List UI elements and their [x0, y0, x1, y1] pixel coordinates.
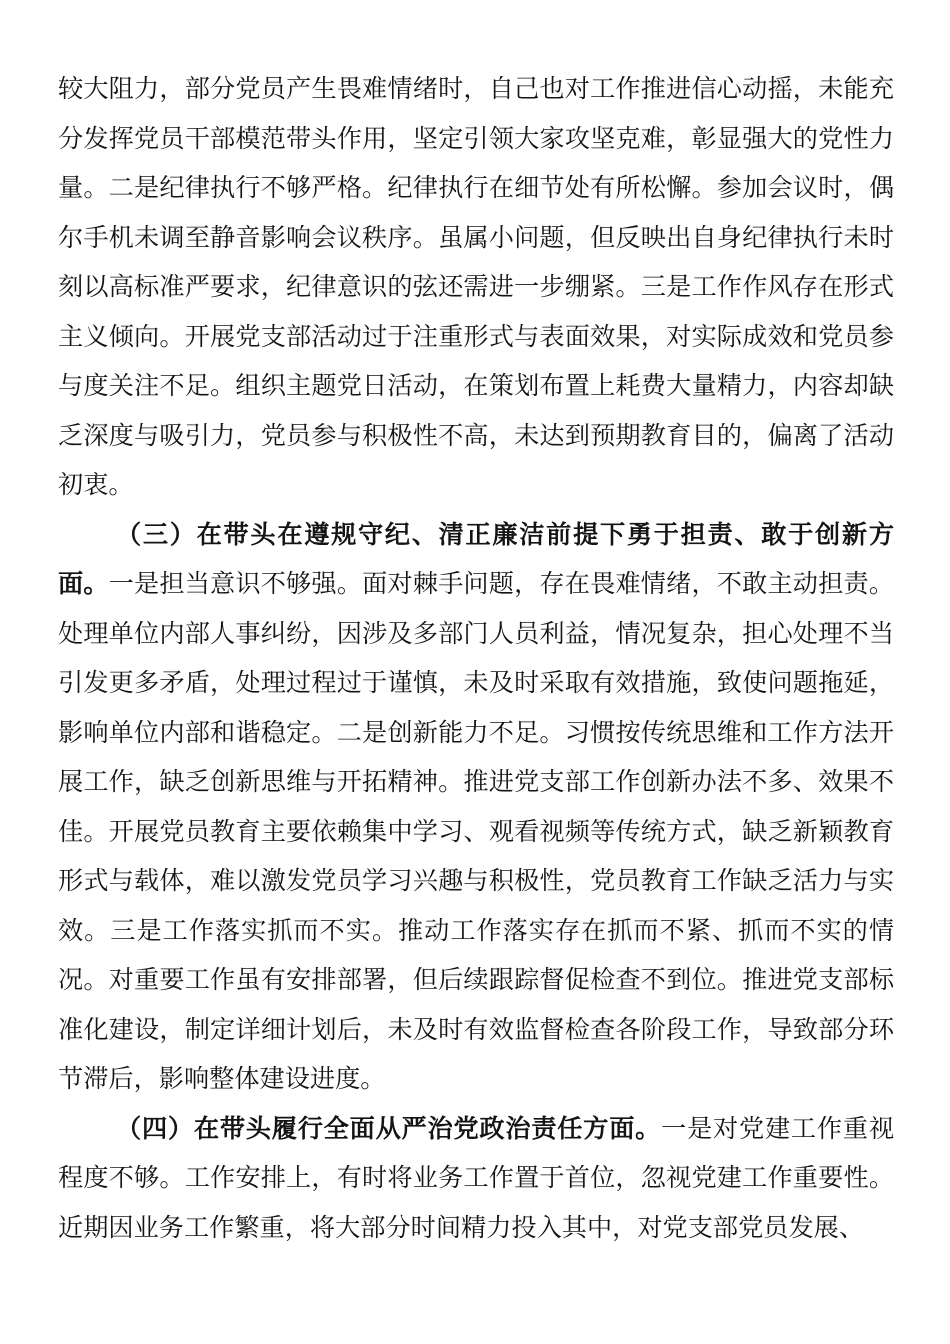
document-body [58, 64, 894, 1252]
section-3-paragraph [58, 510, 894, 1104]
section-4-body: 一是对党建工作重视程度不够。工作安排上，有时将业务工作置于首位，忽视党建工作重要性。近期因业务工作繁重，将大部分时间精力投入其中，对党支部党员发展、 [58, 1113, 895, 1242]
paragraph-text: 较大阻力，部分党员产生畏难情绪时，自己也对工作推进信心动摇，未能充分发挥党员干部模范带头作用，坚定引领大家攻坚克难，彰显强大的党性力量。二是纪律执行不够严格。纪律执行在细节处有所松懈。参加会议时，偶尔手机未调至静音影响会议秩序。虽属小问题，但反映出自身纪律执行未时刻以高标准严要求，纪律意识的弦还需进一步绷紧。三是工作作风存在形式主义倾向。开展党支部活动过于注重形式与表面效果，对实际成效和党员参与度关注不足。组织主题党日活动，在策划布置上耗费大量精力，内容却缺乏深度与吸引力，党员参与积极性不高，未达到预期教育目的，偏离了活动初衷。 [58, 74, 894, 499]
section-3-body: 一是担当意识不够强。面对棘手问题，存在畏难情绪，不敢主动担责。处理单位内部人事纠纷，因涉及多部门人员利益，情况复杂，担心处理不当引发更多矛盾，处理过程过于谨慎，未及时采取有效措施，致使问题拖延，影响单位内部和谐稳定。二是创新能力不足。习惯按传统思维和工作方法开展工作，缺乏创新思维与开拓精神。推进党支部工作创新办法不多、效果不佳。开展党员教育主要依赖集中学习、观看视频等传统方式，缺乏新颖教育形式与载体，难以激发党员学习兴趣与积极性，党员教育工作缺乏活力与实效。三是工作落实抓而不实。推动工作落实存在抓而不紧、抓而不实的情况。对重要工作虽有安排部署，但后续跟踪督促检查不到位。推进党支部标准化建设，制定详细计划后，未及时有效监督检查各阶段工作，导致部分环节滞后，影响整体建设进度。 [58, 569, 895, 1093]
section-4-paragraph [58, 1104, 894, 1253]
paragraph-continued [58, 64, 894, 510]
section-4-heading: （四）在带头履行全面从严治党政治责任方面。 [116, 1113, 662, 1143]
section-3-heading: （三）在带头在遵规守纪、清正廉洁前提下勇于担责、敢于创新方面。 [58, 519, 894, 598]
